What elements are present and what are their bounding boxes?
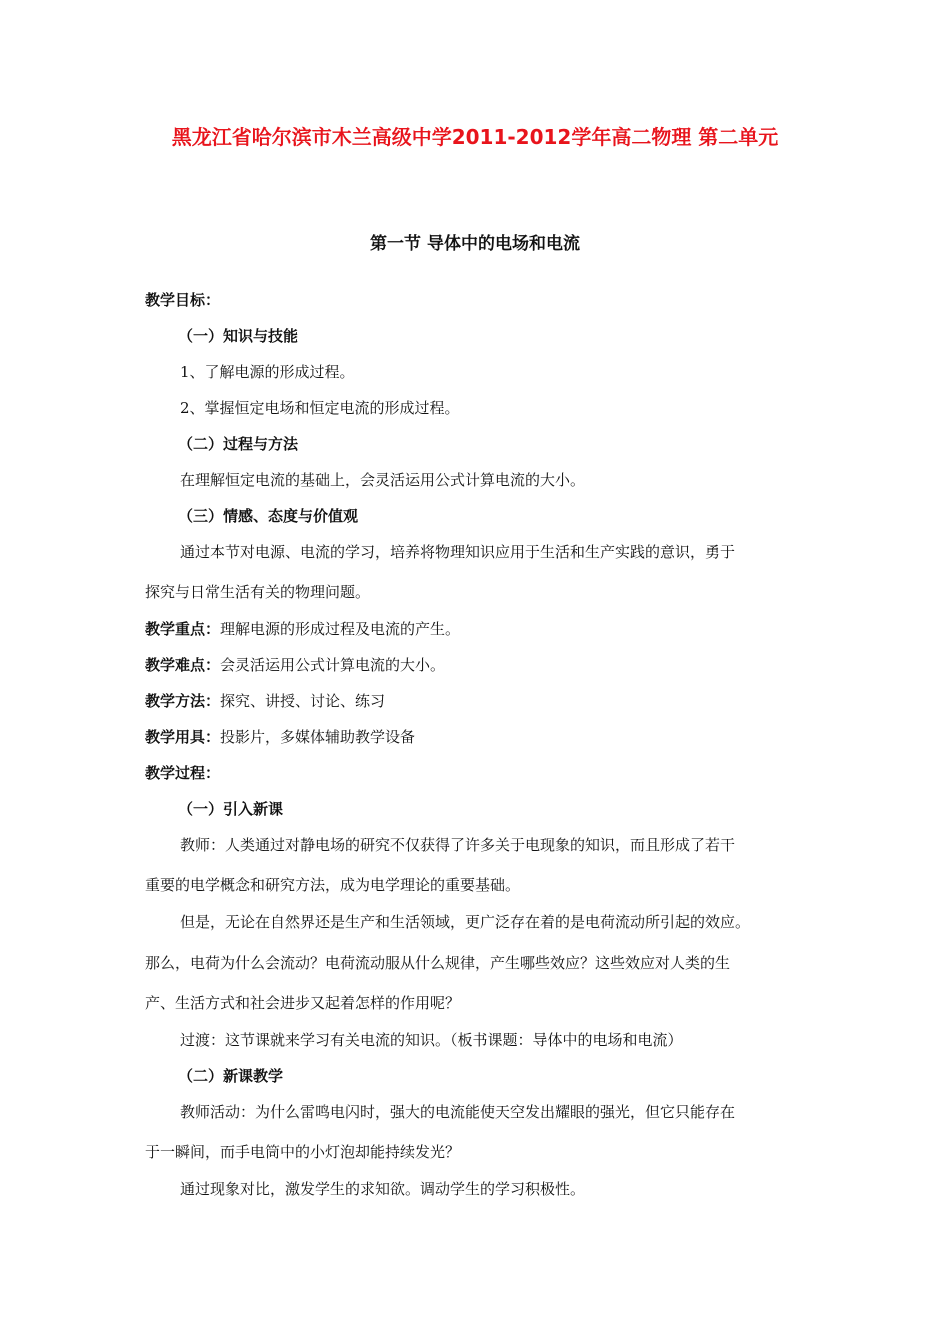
key-points-text: 理解电源的形成过程及电流的产生。 (220, 620, 461, 638)
intro-p2-line-3: 产、生活方式和社会进步又起着怎样的作用呢？ (145, 994, 461, 1012)
methods (145, 689, 385, 713)
values-text-line-2: 探究与日常生活有关的物理问题。 (145, 583, 371, 601)
key-points-label: 教学重点： (145, 620, 221, 638)
new-lesson-p1-line-2: 于一瞬间，而手电筒中的小灯泡却能持续发光？ (145, 1143, 461, 1161)
intro-p1-line-1: 教师：人类通过对静电场的研究不仅获得了许多关于电现象的知识，而且形成了若干 (180, 836, 736, 854)
process-heading: 教学过程： (145, 764, 221, 782)
knowledge-heading: （一）知识与技能 (178, 327, 299, 345)
intro-p3: 过渡：这节课就来学习有关电流的知识。（板书课题：导体中的电场和电流） (180, 1031, 683, 1049)
knowledge-item-2: 2、掌握恒定电场和恒定电流的形成过程。 (180, 399, 460, 417)
objectives-heading: 教学目标： (145, 291, 221, 309)
intro-p2-line-2: 那么，电荷为什么会流动？电荷流动服从什么规律，产生哪些效应？这些效应对人类的生 (145, 954, 731, 972)
intro-p1-line-2: 重要的电学概念和研究方法，成为电学理论的重要基础。 (145, 876, 521, 894)
section-title: 第一节 导体中的电场和电流 (370, 234, 580, 254)
new-lesson-p1-line-1: 教师活动：为什么雷鸣电闪时，强大的电流能使天空发出耀眼的强光，但它只能存在 (180, 1103, 736, 1121)
tools-label: 教学用具： (145, 728, 221, 746)
intro-heading: （一）引入新课 (178, 800, 284, 818)
values-text-line-1: 通过本节对电源、电流的学习，培养将物理知识应用于生活和生产实践的意识，勇于 (180, 543, 736, 561)
methods-text: 探究、讲授、讨论、练习 (220, 692, 386, 710)
key-points (145, 617, 460, 641)
methods-label: 教学方法： (145, 692, 221, 710)
new-lesson-heading: （二）新课教学 (178, 1067, 284, 1085)
difficulties-text: 会灵活运用公式计算电流的大小。 (220, 656, 446, 674)
knowledge-item-1: 1、了解电源的形成过程。 (180, 363, 355, 381)
tools-text: 投影片，多媒体辅助教学设备 (220, 728, 416, 746)
difficulties (145, 653, 445, 677)
process-method-heading: （二）过程与方法 (178, 435, 299, 453)
tools (145, 725, 415, 749)
new-lesson-p2: 通过现象对比，激发学生的求知欲。调动学生的学习积极性。 (180, 1180, 586, 1198)
values-heading: （三）情感、态度与价值观 (178, 507, 359, 525)
difficulties-label: 教学难点： (145, 656, 221, 674)
intro-p2-line-1: 但是，无论在自然界还是生产和生活领域，更广泛存在着的是电荷流动所引起的效应。 (180, 913, 751, 931)
process-method-text: 在理解恒定电流的基础上，会灵活运用公式计算电流的大小。 (180, 471, 586, 489)
document-title: 黑龙江省哈尔滨市木兰高级中学2011-2012学年高二物理 第二单元 (171, 125, 779, 149)
